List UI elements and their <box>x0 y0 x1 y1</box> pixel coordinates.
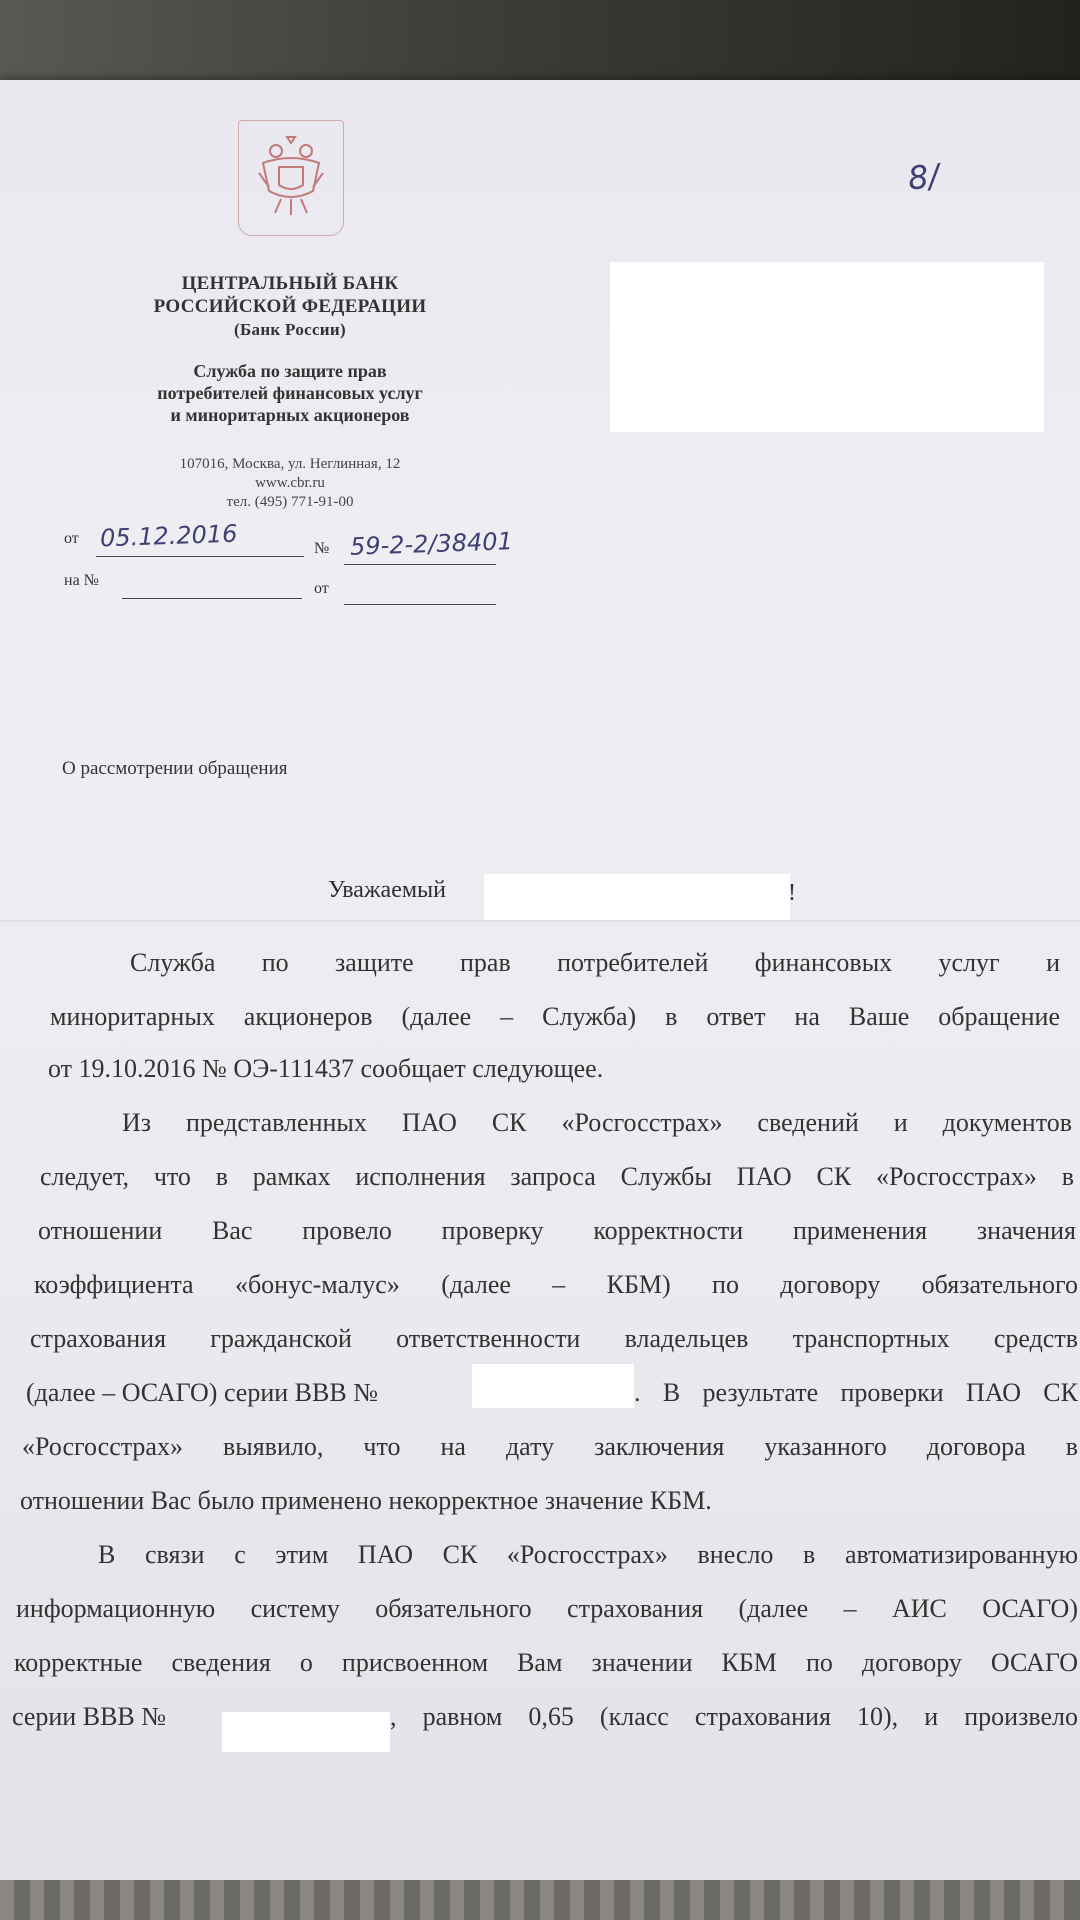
letter-subject: О рассмотрении обращения <box>62 758 288 779</box>
body-line-14: корректные сведения о присвоенном Вам значении КБМ по договору ОСАГО <box>14 1648 1078 1677</box>
body-line-4: Из представленных ПАО СК «Росгосстрах» сведений и документов <box>122 1108 1072 1137</box>
service-name-line2: потребителей финансовых услуг <box>157 383 423 403</box>
handwritten-number: 59-2-2/38401 <box>349 527 514 561</box>
number-label: № <box>314 540 330 557</box>
body-line-2: миноритарных акционеров (далее – Служба) в ответ на Ваше обращение <box>50 1002 1060 1031</box>
website: www.cbr.ru <box>255 475 325 491</box>
redacted-policy-number <box>472 1364 634 1408</box>
reply-number-label: на № <box>64 572 99 589</box>
body-line-9b: . В результате проверки ПАО СК <box>634 1378 1078 1407</box>
number-underline <box>344 564 496 565</box>
redacted-recipient-name <box>484 874 790 920</box>
reply-date-underline <box>344 604 496 605</box>
service-name-line3: и миноритарных акционеров <box>170 405 410 425</box>
double-headed-eagle-icon <box>251 133 331 223</box>
body-line-15b: , равном 0,65 (класс страхования 10), и произвело <box>390 1702 1078 1731</box>
body-line-3: от 19.10.2016 № ОЭ-111437 сообщает следующее. <box>48 1054 604 1083</box>
body-line-9a: (далее – ОСАГО) серии ВВВ № <box>26 1378 379 1407</box>
service-name-line1: Служба по защите прав <box>193 361 387 381</box>
reply-date-label: от <box>314 580 329 597</box>
body-line-15a: серии ВВВ № <box>12 1702 167 1731</box>
desk-background-bottom <box>0 1880 1080 1920</box>
handwritten-date: 05.12.2016 <box>99 519 238 553</box>
coat-of-arms-emblem <box>238 120 344 236</box>
postal-address: 107016, Москва, ул. Неглинная, 12 <box>179 456 401 472</box>
phone-number: тел. (495) 771-91-00 <box>226 494 354 510</box>
redacted-recipient-address <box>610 262 1044 432</box>
bank-name-line1: ЦЕНТРАЛЬНЫЙ БАНК <box>181 273 399 294</box>
body-line-1: Служба по защите прав потребителей финансовых услуг и <box>130 948 1060 977</box>
contact-block <box>105 455 475 512</box>
greeting-exclamation: ! <box>788 880 796 906</box>
margin-handwritten-note: 8/ <box>906 156 942 198</box>
date-label: от <box>64 530 79 547</box>
bank-short-name: (Банк России) <box>234 320 346 339</box>
body-line-12: В связи с этим ПАО СК «Росгосстрах» внесло в автоматизированную <box>98 1540 1078 1569</box>
reply-number-underline <box>122 598 302 599</box>
body-line-11: отношении Вас было применено некорректное значение КБМ. <box>20 1486 712 1515</box>
greeting: Уважаемый <box>328 877 446 903</box>
bank-name-block <box>105 272 475 341</box>
body-line-13: информационную систему обязательного страхования (далее – АИС ОСАГО) <box>16 1594 1078 1623</box>
body-line-5: следует, что в рамках исполнения запроса Службы ПАО СК «Росгосстрах» в <box>40 1162 1074 1191</box>
body-line-10: «Росгосстрах» выявило, что на дату заключения указанного договора в <box>22 1432 1078 1461</box>
date-underline <box>96 556 304 557</box>
body-line-7: коэффициента «бонус-малус» (далее – КБМ) по договору обязательного <box>34 1270 1078 1299</box>
body-line-8: страхования гражданской ответственности владельцев транспортных средств <box>30 1324 1078 1353</box>
paper-fold <box>0 920 1080 922</box>
bank-name-line2: РОССИЙСКОЙ ФЕДЕРАЦИИ <box>153 296 427 317</box>
body-line-6: отношении Вас провело проверку корректности применения значения <box>38 1216 1076 1245</box>
service-name-block <box>105 360 475 426</box>
redacted-policy-number-2 <box>222 1712 390 1752</box>
